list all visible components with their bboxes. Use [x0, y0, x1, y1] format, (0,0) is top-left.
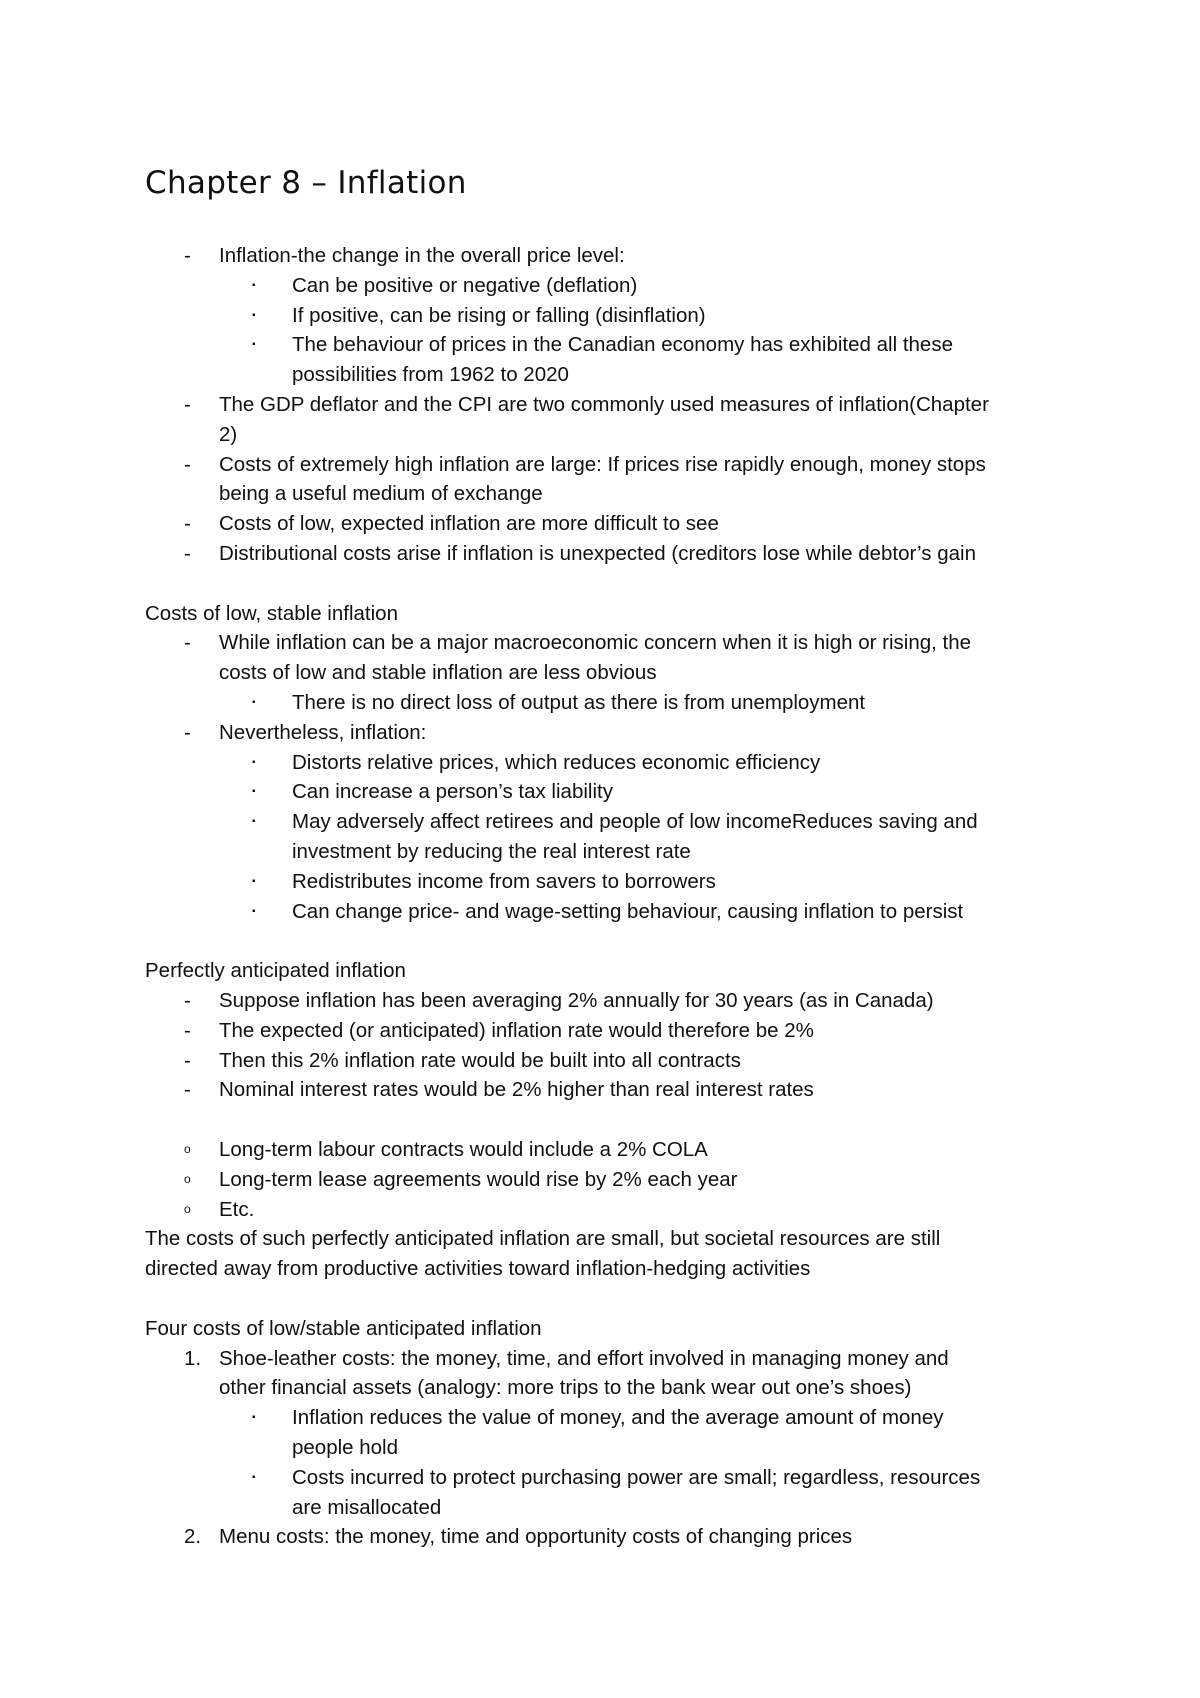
item-text: There is no direct loss of output as there is from unemployment — [292, 691, 866, 714]
circle-bullet-icon: o — [184, 1201, 191, 1216]
dash-bullet: - — [184, 1078, 191, 1102]
square-bullet-icon: ▪ — [252, 1412, 256, 1424]
item-text: Etc. — [219, 1197, 255, 1221]
section-heading — [0, 1224, 1200, 1253]
list-item — [0, 479, 1200, 508]
heading-text: directed away from productive activities toward inflation-hedging activities — [145, 1257, 811, 1281]
section-heading — [0, 1254, 1200, 1283]
list-item — [0, 628, 1200, 657]
item-text: Menu costs: the money, time and opportunity costs of changing prices — [219, 1525, 853, 1549]
list-number: 1. — [184, 1346, 202, 1370]
section-heading — [0, 599, 1200, 628]
list-item — [0, 688, 1200, 717]
circle-bullet-icon: o — [184, 1171, 191, 1186]
square-bullet-icon: ▪ — [252, 339, 256, 351]
item-text: are misallocated — [292, 1495, 442, 1519]
item-text: Costs of low, expected inflation are more difficult to see — [219, 512, 719, 536]
item-text: May adversely affect retirees and people of low incomeReduces saving and — [292, 810, 978, 834]
dash-bullet: - — [184, 1018, 191, 1042]
dash-bullet: - — [184, 1048, 191, 1072]
heading-text: Four costs of low/stable anticipated inflation — [145, 1316, 542, 1340]
item-text: costs of low and stable inflation are less obvious — [219, 661, 657, 685]
list-item — [0, 897, 1200, 926]
square-bullet-icon: ▪ — [252, 309, 256, 321]
item-text: If positive, can be rising or falling (disinflation) — [292, 303, 706, 327]
list-item — [0, 1463, 1200, 1492]
list-item — [0, 837, 1200, 866]
item-text: Suppose inflation has been averaging 2% annually for 30 years (as in Canada) — [219, 989, 934, 1012]
item-text: Nevertheless, inflation: — [219, 720, 427, 744]
dash-bullet: - — [184, 244, 191, 267]
heading-text: The costs of such perfectly anticipated inflation are small, but societal resources are still — [145, 1227, 941, 1251]
item-text: people hold — [292, 1436, 399, 1459]
list-item — [0, 1373, 1200, 1402]
list-item — [0, 450, 1200, 479]
square-bullet-icon: ▪ — [252, 279, 256, 291]
square-bullet-icon: ▪ — [252, 816, 256, 828]
list-item — [0, 1284, 1200, 1313]
list-item — [0, 1075, 1200, 1104]
item-text: While inflation can be a major macroeconomic concern when it is high or rising, the — [219, 631, 972, 655]
list-item — [0, 777, 1200, 806]
list-item — [0, 718, 1200, 747]
square-bullet-icon: ▪ — [252, 697, 256, 708]
square-bullet-icon: ▪ — [252, 875, 256, 887]
item-text: being a useful medium of exchange — [219, 482, 543, 506]
item-text: Can be positive or negative (deflation) — [292, 273, 638, 297]
square-bullet-icon: ▪ — [252, 905, 256, 917]
list-number: 2. — [184, 1525, 202, 1549]
list-item — [0, 390, 1200, 419]
item-text: Shoe-leather costs: the money, time, and effort involved in managing money and — [219, 1346, 949, 1370]
list-item — [0, 1195, 1200, 1224]
item-text: possibilities from 1962 to 2020 — [292, 363, 569, 387]
item-text: Redistributes income from savers to borrowers — [292, 869, 716, 893]
item-text: investment by reducing the real interest rate — [292, 840, 691, 863]
item-text: Can increase a person’s tax liability — [292, 780, 613, 804]
item-text: Costs of extremely high inflation are large: If prices rise rapidly enough, money stops — [219, 452, 986, 476]
list-item — [0, 301, 1200, 330]
item-text: other financial assets (analogy: more trips to the bank wear out one’s shoes) — [219, 1376, 912, 1400]
list-item — [0, 1016, 1200, 1045]
list-item — [0, 271, 1200, 300]
item-text: Distributional costs arise if inflation is unexpected (creditors lose while debtor’s gain — [219, 542, 976, 565]
circle-bullet-icon: o — [184, 1142, 191, 1156]
dash-bullet: - — [184, 989, 191, 1012]
list-item — [0, 1403, 1200, 1432]
item-text: Long-term lease agreements would rise by 2% each year — [219, 1167, 738, 1191]
item-text: Nominal interest rates would be 2% higher than real interest rates — [219, 1078, 814, 1102]
item-text: The GDP deflator and the CPI are two commonly used measures of inflation(Chapter — [219, 393, 989, 416]
heading-text: Perfectly anticipated inflation — [145, 959, 406, 983]
list-item — [0, 1522, 1200, 1551]
item-text: Inflation reduces the value of money, and the average amount of money — [292, 1406, 944, 1430]
square-bullet-icon: ▪ — [252, 756, 256, 768]
item-text: Can change price- and wage-setting behaviour, causing inflation to persist — [292, 899, 964, 923]
list-item — [0, 360, 1200, 389]
item-text: Costs incurred to protect purchasing power are small; regardless, resources — [292, 1465, 981, 1489]
dash-bullet: - — [184, 631, 191, 655]
item-text: Inflation-the change in the overall price level: — [219, 244, 625, 267]
item-text: Long-term labour contracts would include a 2% COLA — [219, 1138, 708, 1161]
list-item — [0, 330, 1200, 359]
list-item — [0, 748, 1200, 777]
list-item — [0, 509, 1200, 538]
list-item — [0, 1493, 1200, 1522]
square-bullet-icon: ▪ — [252, 1471, 256, 1483]
list-item — [0, 1105, 1200, 1134]
list-item — [0, 926, 1200, 955]
list-item — [0, 986, 1200, 1015]
item-text: The behaviour of prices in the Canadian economy has exhibited all these — [292, 333, 953, 357]
square-bullet-icon: ▪ — [252, 786, 256, 798]
dash-bullet: - — [184, 542, 191, 565]
heading-text: Costs of low, stable inflation — [145, 601, 398, 625]
item-text: 2) — [219, 422, 238, 446]
list-item — [0, 1046, 1200, 1075]
list-item — [0, 1433, 1200, 1462]
dash-bullet: - — [184, 720, 191, 744]
list-item — [0, 807, 1200, 836]
dash-bullet: - — [184, 452, 191, 476]
list-item — [0, 241, 1200, 270]
dash-bullet: - — [184, 512, 191, 536]
item-text: The expected (or anticipated) inflation rate would therefore be 2% — [219, 1018, 814, 1042]
list-item — [0, 658, 1200, 687]
section-heading — [0, 956, 1200, 985]
list-item — [0, 569, 1200, 598]
item-text: Then this 2% inflation rate would be built into all contracts — [219, 1048, 741, 1072]
list-item — [0, 867, 1200, 896]
list-item — [0, 420, 1200, 449]
list-item — [0, 1165, 1200, 1194]
page-title: Chapter 8 – Inflation — [145, 165, 467, 201]
list-item — [0, 1135, 1200, 1164]
dash-bullet: - — [184, 393, 191, 416]
section-heading — [0, 1314, 1200, 1343]
item-text: Distorts relative prices, which reduces economic efficiency — [292, 750, 821, 774]
list-item — [0, 539, 1200, 568]
list-item — [0, 1344, 1200, 1373]
